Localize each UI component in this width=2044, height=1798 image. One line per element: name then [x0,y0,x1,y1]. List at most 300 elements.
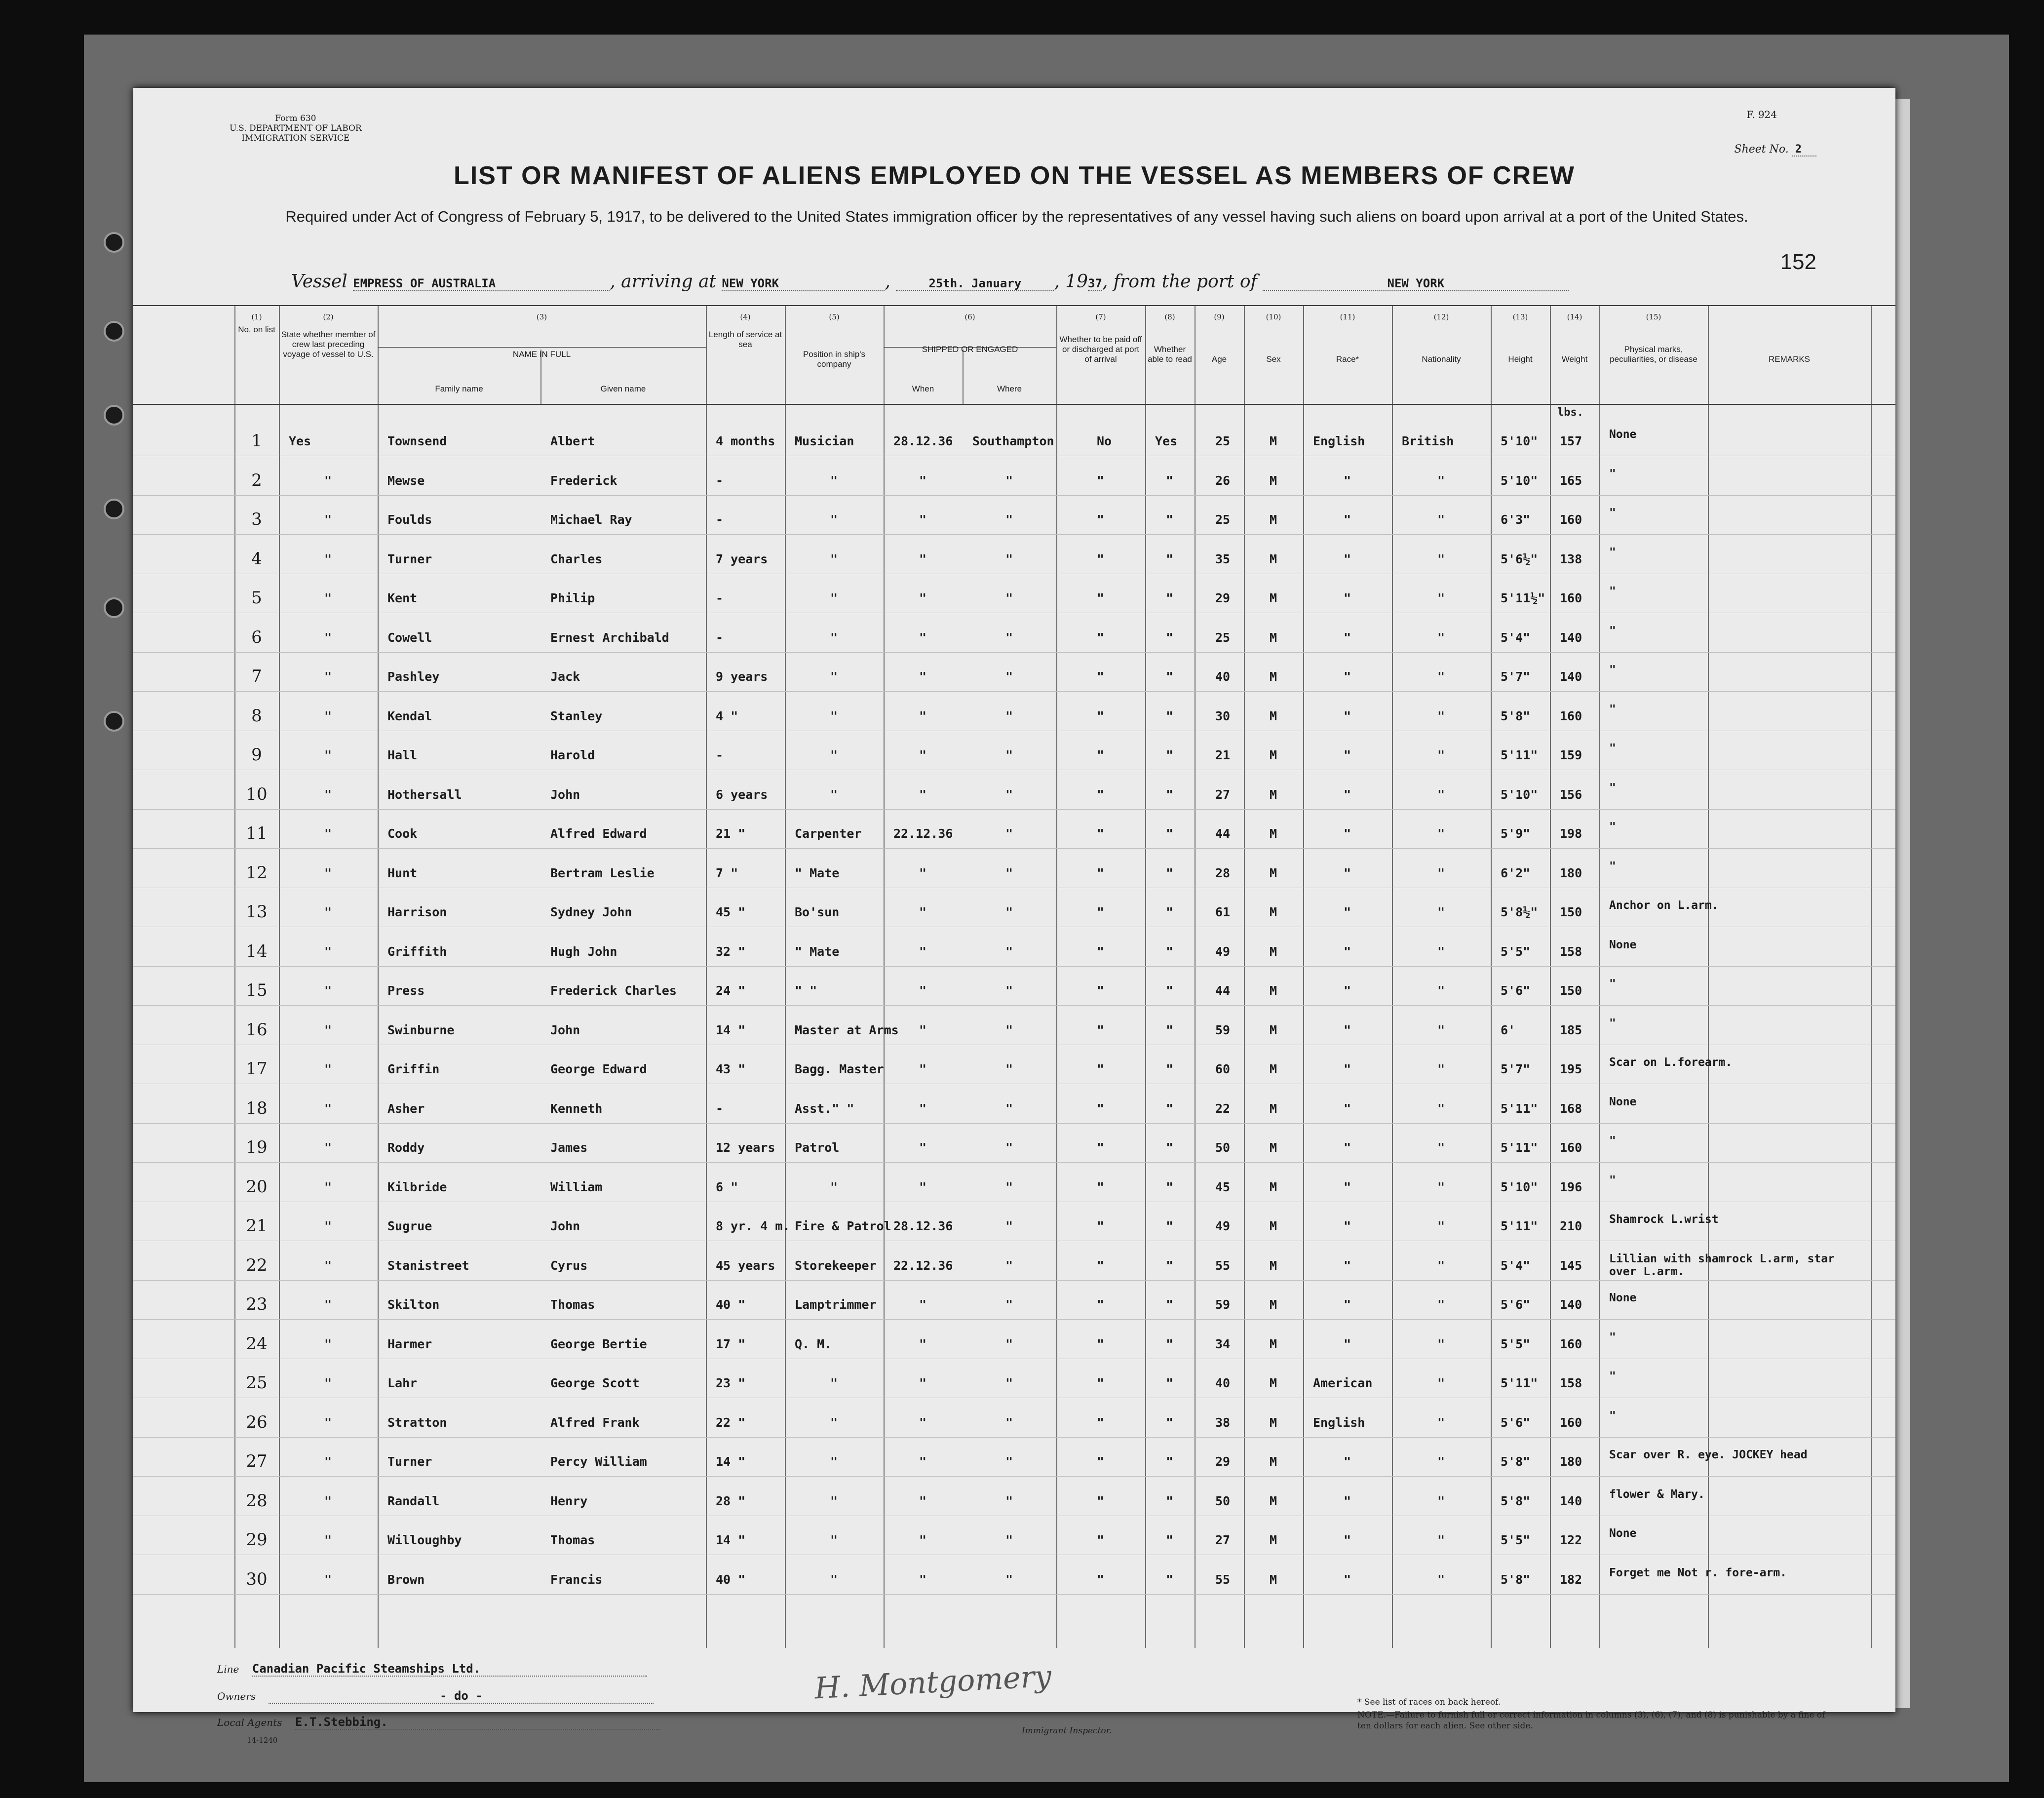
cell-weight: 168 [1560,1101,1582,1116]
cell-nat: " [1437,1179,1445,1194]
cell-marks: " [1609,1134,1616,1147]
cell-marks: " [1609,1173,1616,1187]
cell-given: George Scott [550,1376,640,1390]
cell-given: Cyrus [550,1258,588,1273]
cell-sex: M [1270,944,1277,959]
cell-read: " [1166,983,1174,998]
cell-prev: " [324,630,332,645]
cell-read: " [1166,1454,1174,1469]
cell-height: 5'4" [1501,630,1531,645]
cell-age: 61 [1215,905,1231,919]
cell-race: " [1344,512,1351,527]
cell-sex: M [1270,630,1277,645]
header-rule [378,347,706,348]
cell-when: " [919,551,927,566]
cell-where: " [1005,983,1013,998]
cell-race: " [1344,669,1351,684]
form-code: 14-1240 [247,1736,278,1745]
cell-given: Thomas [550,1297,595,1312]
page-number: 152 [1780,250,1816,274]
cell-marks: Scar on L.forearm. [1609,1056,1733,1069]
cell-sex: M [1270,1376,1277,1390]
row-number: 15 [246,980,268,1000]
cell-position: " [830,551,838,566]
cell-marks: Anchor on L.arm. [1609,899,1719,912]
cell-read: " [1166,591,1174,605]
cell-prev: " [324,1533,332,1547]
cell-marks: Lillian with shamrock L.arm, star over L.arm. [1609,1252,1835,1278]
binder-hole [104,499,124,519]
cell-where: " [1005,1101,1013,1116]
page-title: LIST OR MANIFEST OF ALIENS EMPLOYED ON THE VESSEL AS MEMBERS OF CREW [454,161,1575,190]
cell-race: " [1344,473,1351,488]
cell-position: " [830,1572,838,1587]
cell-age: 25 [1215,434,1231,448]
cell-weight: 185 [1560,1022,1582,1037]
cell-family: Foulds [387,512,432,527]
cell-service: 45 years [716,1258,775,1273]
row-number: 2 [251,470,262,490]
cell-given: John [550,1022,580,1037]
owners-label: Owners [217,1690,256,1702]
row-number: 29 [246,1530,268,1550]
cell-position: Carpenter [795,826,862,841]
cell-service: 14 " [716,1533,746,1547]
cell-given: Harold [550,748,595,762]
cell-service: 40 " [716,1297,746,1312]
cell-where: " [1005,551,1013,566]
cell-where: " [1005,787,1013,802]
row-number: 28 [246,1490,268,1511]
cell-when: " [919,1179,927,1194]
cell-when: " [919,1336,927,1351]
cell-paid: " [1097,473,1105,488]
sheet-edge [1895,99,1910,1708]
cell-where: " [1005,1258,1013,1273]
cell-position: " [830,630,838,645]
column-header: Height [1508,354,1533,364]
cell-age: 49 [1215,944,1231,959]
cell-height: 5'5" [1501,1533,1531,1547]
row-number: 22 [246,1255,268,1275]
cell-prev: " [324,1454,332,1469]
cell-height: 5'9" [1501,826,1531,841]
cell-family: Griffin [387,1062,440,1076]
cell-prev: " [324,1022,332,1037]
cell-where: " [1005,1297,1013,1312]
cell-where: " [1005,591,1013,605]
column-header: REMARKS [1768,354,1811,364]
cell-nat: " [1437,1415,1445,1430]
cell-family: Willoughby [387,1533,462,1547]
cell-age: 49 [1215,1219,1231,1233]
cell-when: " [919,1493,927,1508]
column-rule [279,305,280,1648]
cell-where: " [1005,669,1013,684]
column-number: (8) [1164,313,1175,321]
cell-sex: M [1270,1219,1277,1233]
cell-read: " [1166,1376,1174,1390]
cell-race: " [1344,1062,1351,1076]
cell-race: " [1344,630,1351,645]
arriving-label: , arriving at [610,272,716,292]
line-label: Line [217,1663,239,1675]
cell-weight: 160 [1560,512,1582,527]
cell-position: " Mate [795,944,840,959]
row-number: 14 [246,941,268,961]
row-number: 12 [246,862,268,883]
cell-weight: 159 [1560,748,1582,762]
cell-marks: Forget me Not r. fore-arm. [1609,1566,1787,1579]
cell-paid: " [1097,787,1105,802]
cell-when: " [919,1376,927,1390]
cell-given: Bertram Leslie [550,865,655,880]
cell-read: " [1166,1336,1174,1351]
cell-position: " [830,708,838,723]
year-prefix: 19 [1065,272,1088,292]
cell-height: 5'8" [1501,1572,1531,1587]
column-number: (4) [740,313,751,321]
cell-service: 7 years [716,551,768,566]
row-number: 23 [246,1294,268,1314]
cell-read: " [1166,905,1174,919]
cell-given: Henry [550,1493,588,1508]
service: IMMIGRATION SERVICE [241,133,350,143]
cell-position: " [830,787,838,802]
cell-marks: " [1609,624,1616,637]
cell-marks: Scar over R. eye. JOCKEY head [1609,1448,1808,1461]
cell-race: " [1344,551,1351,566]
cell-race: " [1344,1022,1351,1037]
cell-sex: M [1270,826,1277,841]
cell-when: " [919,748,927,762]
cell-marks: None [1609,428,1637,441]
row-number: 6 [251,627,262,647]
cell-service: 22 " [716,1415,746,1430]
cell-position: Bagg. Master [795,1062,884,1076]
cell-position: " [830,1179,838,1194]
column-header: Where [997,384,1022,393]
owners-field [217,1689,654,1704]
cell-when: " [919,905,927,919]
column-rule [1303,305,1304,1648]
cell-paid: " [1097,512,1105,527]
cell-age: 59 [1215,1297,1231,1312]
column-header: Physical marks, peculiarities, or disease [1610,345,1697,364]
cell-service: 7 " [716,865,738,880]
column-number: (9) [1214,313,1225,321]
cell-given: Philip [550,591,595,605]
cell-paid: " [1097,865,1105,880]
column-rule [1550,305,1551,1648]
cell-given: George Edward [550,1062,647,1076]
cell-family: Turner [387,1454,432,1469]
cell-race: " [1344,1533,1351,1547]
cell-read: " [1166,944,1174,959]
column-rule [1195,305,1196,1648]
cell-age: 27 [1215,1533,1231,1547]
cell-sex: M [1270,708,1277,723]
cell-where: " [1005,944,1013,959]
cell-when: " [919,1297,927,1312]
cell-service: 8 yr. 4 m. [716,1219,790,1233]
penalty-note: NOTE.—Failure to furnish full or correct information in columns (3), (6), (7), and (8) is punishable by a fine of ten dollars for each alien. See other side. [1357,1710,1825,1731]
cell-nat: " [1437,1140,1445,1155]
header-rule [133,305,1895,306]
row-number: 7 [251,666,262,686]
row-number: 10 [246,784,268,804]
cell-read: " [1166,1415,1174,1430]
form-number: Form 630 [275,114,316,123]
cell-height: 5'11" [1501,748,1538,762]
cell-age: 22 [1215,1101,1231,1116]
column-header: Length of service at sea [708,330,782,349]
cell-given: William [550,1179,603,1194]
cell-service: 17 " [716,1336,746,1351]
cell-paid: " [1097,708,1105,723]
cell-nat: " [1437,1376,1445,1390]
cell-where: " [1005,1572,1013,1587]
cell-age: 38 [1215,1415,1231,1430]
cell-paid: " [1097,1140,1105,1155]
cell-where: " [1005,708,1013,723]
cell-position: Musician [795,434,854,448]
department: U.S. DEPARTMENT OF LABOR [230,123,362,133]
column-rule [1599,305,1600,1648]
cell-age: 44 [1215,983,1231,998]
cell-age: 50 [1215,1140,1231,1155]
cell-weight: 160 [1560,708,1582,723]
cell-sex: M [1270,669,1277,684]
row-rule [133,1437,1895,1438]
cell-paid: " [1097,630,1105,645]
cell-nat: " [1437,787,1445,802]
cell-family: Randall [387,1493,440,1508]
weight-unit: lbs. [1557,406,1583,419]
cell-sex: M [1270,1022,1277,1037]
cell-weight: 160 [1560,1140,1582,1155]
cell-prev: " [324,787,332,802]
cell-nat: " [1437,512,1445,527]
cell-when: 22.12.36 [893,826,953,841]
column-number: (12) [1433,313,1449,321]
cell-position: " [830,1415,838,1430]
cell-read: " [1166,630,1174,645]
cell-marks: " [1609,1370,1616,1383]
cell-position: Storekeeper [795,1258,877,1273]
cell-prev: " [324,983,332,998]
cell-age: 30 [1215,708,1231,723]
row-rule [133,1476,1895,1477]
cell-sex: M [1270,591,1277,605]
row-rule [133,534,1895,535]
cell-read: " [1166,1258,1174,1273]
column-number: (3) [536,313,547,321]
cell-when: " [919,944,927,959]
cell-prev: " [324,1062,332,1076]
cell-given: Frederick [550,473,617,488]
cell-read: Yes [1155,434,1178,448]
cell-family: Townsend [387,434,447,448]
cell-when: " [919,787,927,802]
cell-sex: M [1270,1454,1277,1469]
cell-paid: " [1097,983,1105,998]
cell-service: - [716,473,724,488]
row-number: 5 [251,588,262,608]
cell-weight: 180 [1560,865,1582,880]
cell-when: " [919,865,927,880]
cell-where: " [1005,473,1013,488]
cell-marks: " [1609,1016,1616,1030]
cell-race: " [1344,865,1351,880]
column-rule [1491,305,1492,1648]
row-number: 20 [246,1176,268,1197]
cell-age: 35 [1215,551,1231,566]
voyage-line: Vessel EMPRESS OF AUSTRALIA , arriving at NEW YORK , 25th. January , 1937, from the port of NEW YORK [291,272,1569,292]
cell-marks: " [1609,781,1616,794]
cell-race: " [1344,1297,1351,1312]
cell-sex: M [1270,905,1277,919]
cell-given: John [550,1219,580,1233]
cell-weight: 140 [1560,669,1582,684]
cell-nat: " [1437,983,1445,998]
column-header: Weight [1561,354,1588,364]
cell-given: Frederick Charles [550,983,677,998]
cell-service: 28 " [716,1493,746,1508]
cell-sex: M [1270,748,1277,762]
cell-position: " [830,1533,838,1547]
sheet-number [1735,143,1816,156]
cell-height: 5'8" [1501,708,1531,723]
cell-weight: 160 [1560,1415,1582,1430]
cell-sex: M [1270,1101,1277,1116]
cell-where: " [1005,1336,1013,1351]
cell-marks: Shamrock L.wrist [1609,1213,1719,1226]
cell-race: " [1344,1454,1351,1469]
cell-sex: M [1270,1179,1277,1194]
cell-age: 55 [1215,1572,1231,1587]
cell-position: " " [795,983,817,998]
cell-given: Hugh John [550,944,617,959]
cell-read: " [1166,1572,1174,1587]
cell-prev: " [324,1140,332,1155]
cell-nat: " [1437,1062,1445,1076]
cell-race: English [1313,434,1365,448]
cell-where: " [1005,905,1013,919]
cell-family: Skilton [387,1297,440,1312]
cell-given: Jack [550,669,580,684]
cell-position: " [830,1376,838,1390]
cell-position: Patrol [795,1140,840,1155]
cell-given: Stanley [550,708,603,723]
cell-marks: None [1609,1527,1637,1540]
cell-height: 5'11" [1501,1101,1538,1116]
cell-height: 5'6" [1501,1297,1531,1312]
cell-sex: M [1270,434,1277,448]
cell-prev: Yes [289,434,311,448]
cell-paid: " [1097,1022,1105,1037]
cell-where: " [1005,748,1013,762]
cell-weight: 196 [1560,1179,1582,1194]
arriving-port: NEW YORK [722,276,885,291]
cell-sex: M [1270,1297,1277,1312]
cell-where: " [1005,1140,1013,1155]
cell-prev: " [324,1179,332,1194]
cell-age: 40 [1215,669,1231,684]
cell-race: English [1313,1415,1365,1430]
cell-family: Sugrue [387,1219,432,1233]
cell-service: 4 " [716,708,738,723]
manifest-sheet [133,88,1895,1745]
column-rule [1871,305,1872,1648]
cell-race: " [1344,1336,1351,1351]
cell-nat: " [1437,591,1445,605]
cell-given: Alfred Frank [550,1415,640,1430]
cell-nat: " [1437,1022,1445,1037]
page-subtitle: Required under Act of Congress of February 5, 1917, to be delivered to the United States immigration officer by the representatives of any vessel having such aliens on board upon arrival at a port of the United States. [285,208,1748,225]
cell-position: Lamptrimmer [795,1297,877,1312]
cell-when: " [919,512,927,527]
cell-marks: " [1609,977,1616,990]
cell-service: 45 " [716,905,746,919]
column-header: Age [1211,354,1227,364]
cell-weight: 210 [1560,1219,1582,1233]
cell-family: Pashley [387,669,440,684]
cell-prev: " [324,1376,332,1390]
cell-family: Cook [387,826,418,841]
cell-family: Cowell [387,630,432,645]
row-rule [133,1162,1895,1163]
row-number: 18 [246,1098,268,1118]
row-number: 3 [251,509,262,529]
cell-age: 50 [1215,1493,1231,1508]
column-number: (13) [1512,313,1528,321]
cell-weight: 182 [1560,1572,1582,1587]
cell-height: 5'11" [1501,1219,1538,1233]
cell-when: " [919,1533,927,1547]
cell-read: " [1166,1022,1174,1037]
row-number: 21 [246,1216,268,1236]
cell-paid: " [1097,1336,1105,1351]
cell-marks: " [1609,703,1616,716]
cell-service: 14 " [716,1022,746,1037]
cell-service: 32 " [716,944,746,959]
binder-hole [104,597,124,618]
cell-marks: " [1609,467,1616,480]
column-number: (10) [1266,313,1281,321]
cell-read: " [1166,1219,1174,1233]
cell-marks: flower & Mary. [1609,1487,1705,1501]
cell-height: 5'6" [1501,983,1531,998]
cell-where: " [1005,1179,1013,1194]
cell-age: 60 [1215,1062,1231,1076]
cell-paid: " [1097,748,1105,762]
cell-given: Francis [550,1572,603,1587]
cell-position: Q. M. [795,1336,832,1351]
cell-paid: " [1097,1454,1105,1469]
cell-race: American [1313,1376,1373,1390]
row-number: 8 [251,705,262,726]
cell-marks: " [1609,546,1616,559]
cell-height: 5'11" [1501,1376,1538,1390]
cell-marks: " [1609,860,1616,873]
cell-service: - [716,630,724,645]
cell-age: 28 [1215,865,1231,880]
cell-weight: 150 [1560,983,1582,998]
cell-age: 59 [1215,1022,1231,1037]
cell-height: 5'6" [1501,1415,1531,1430]
cell-nat: " [1437,473,1445,488]
